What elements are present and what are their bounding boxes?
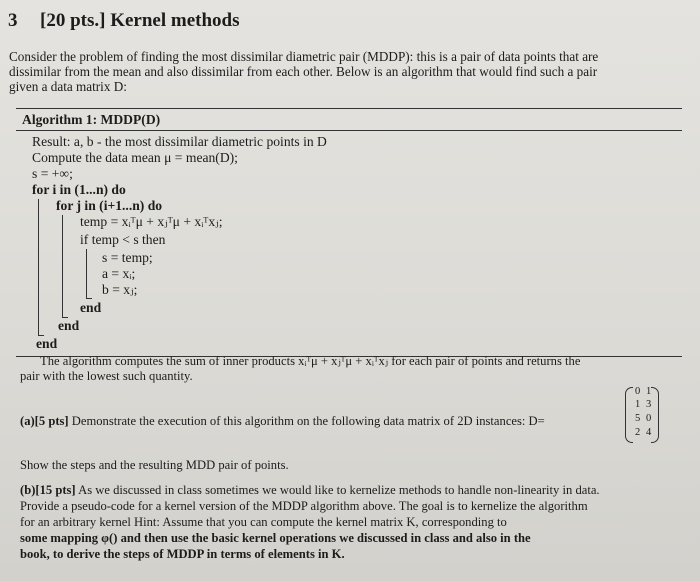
part-b-label: (b)[15 pts] [20,483,76,497]
part-b-text-1: As we discussed in class sometimes we would like to kernelize methods to handle non-linearity in data. [78,483,600,497]
part-b-line-3: for an arbitrary kernel Hint: Assume that you can compute the kernel matrix K, corresponding to [20,515,507,529]
intro-line-1: Consider the problem of finding the most dissimilar diametric pair (MDDP): this is a pair of data points that are [9,49,599,64]
explanation-line-2: pair with the lowest such quantity. [20,369,193,383]
matrix-cell: 0 [635,386,641,397]
question-number: 3 [8,10,18,31]
part-a-follow: Show the steps and the resulting MDD pair of points. [20,458,289,472]
question-title [40,10,240,32]
algo-line-assign-a: a = xᵢ; [102,266,136,281]
matrix-cell: 1 [635,399,641,410]
algo-line-end-for-i: end [36,336,58,351]
algo-line-result: Result: a, b - the most dissimilar diametric points in D [32,134,327,149]
matrix-cell: 5 [635,413,641,424]
algo-line-mean: Compute the data mean μ = mean(D); [32,150,238,165]
for-j-block-line [62,215,63,318]
algorithm-caption-rule [16,130,682,131]
part-a-text: Demonstrate the execution of this algorithm on the following data matrix of 2D instances: D= [71,414,545,428]
algo-line-assign-s: s = temp; [102,250,153,265]
algo-line-init: s = +∞; [32,166,73,181]
algorithm-caption: Algorithm 1: MDDP(D) [22,112,161,127]
algo-line-temp: temp = xᵢᵀμ + xⱼᵀμ + xᵢᵀxⱼ; [80,214,223,229]
matrix-left-bracket [625,387,633,443]
matrix-right-bracket [651,387,659,443]
matrix-cell: 4 [646,427,652,438]
if-block-line [86,249,87,299]
algorithm-top-rule [16,108,682,109]
if-block-tick [86,298,92,299]
algo-line-end-if: end [80,300,102,315]
for-i-block-tick [38,335,44,336]
part-a-line [20,414,545,429]
algo-line-for-i: for i in (1...n) do [32,182,126,197]
for-j-block-tick [62,317,68,318]
algo-line-for-j: for j in (i+1...n) do [56,198,163,213]
algo-line-assign-b: b = xⱼ; [102,282,138,297]
question-points: [20 pts.] [40,10,106,31]
for-i-block-line [38,199,39,336]
intro-line-3: given a data matrix D: [9,79,127,94]
matrix-cell: 1 [646,386,652,397]
algo-line-if: if temp < s then [80,232,166,247]
part-b-line-1 [20,483,600,498]
intro-line-2: dissimilar from the mean and also dissimilar from each other. Below is an algorithm that would find such a pair [9,64,598,79]
data-matrix-D [625,387,659,443]
algo-line-end-for-j: end [58,318,80,333]
explanation-line-1: The algorithm computes the sum of inner products xᵢᵀμ + xⱼᵀμ + xᵢᵀxⱼ for each pair of points and returns the [40,354,581,368]
part-b-line-5: book, to derive the steps of MDDP in terms of elements in K. [20,547,345,561]
matrix-cell: 0 [646,413,652,424]
part-b-line-4: some mapping φ() and then use the basic kernel operations we discussed in class and also in the [20,531,531,545]
matrix-cell: 2 [635,427,641,438]
question-heading: Kernel methods [110,10,240,31]
matrix-cell: 3 [646,399,652,410]
part-b-line-2: Provide a pseudo-code for a kernel version of the MDDP algorithm above. The goal is to kernelize the algorithm [20,499,588,513]
part-a-label: (a)[5 pts] [20,414,69,428]
